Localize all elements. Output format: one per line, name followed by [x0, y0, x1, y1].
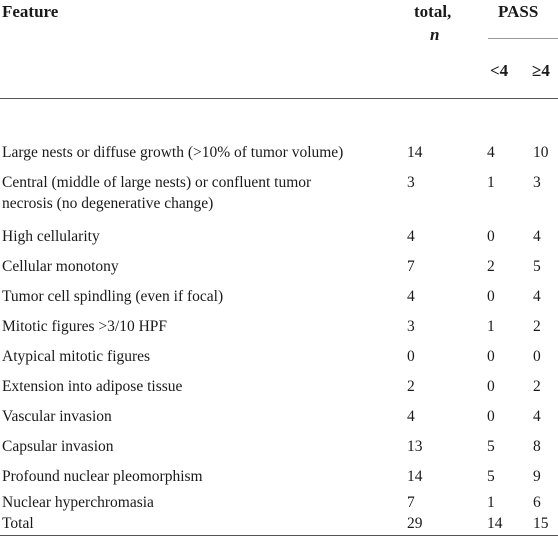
row-total: 4	[407, 288, 415, 305]
row-lt4: 0	[487, 348, 495, 365]
row-lt4: 1	[487, 174, 495, 191]
row-total: 29	[407, 515, 423, 532]
row-ge4: 5	[533, 258, 541, 275]
row-lt4: 5	[487, 438, 495, 455]
row-total-label: Total	[2, 515, 34, 532]
row-lt4: 2	[487, 258, 495, 275]
row-lt4: 1	[487, 494, 495, 511]
row-lt4: 0	[487, 228, 495, 245]
row-feature: Extension into adipose tissue	[2, 378, 183, 395]
row-lt4: 5	[487, 468, 495, 485]
row-total: 3	[407, 174, 415, 191]
row-feature: Profound nuclear pleomorphism	[2, 468, 203, 485]
row-lt4: 0	[487, 408, 495, 425]
header-ge4: ≥4	[532, 61, 550, 80]
row-total: 4	[407, 228, 415, 245]
row-total: 7	[407, 258, 415, 275]
row-ge4: 15	[533, 515, 549, 532]
header-pass: PASS	[498, 2, 539, 21]
header-feature: Feature	[2, 2, 59, 21]
row-lt4: 4	[487, 144, 495, 161]
row-ge4: 3	[533, 174, 541, 191]
row-feature: Large nests or diffuse growth (>10% of tumor volume)	[2, 144, 344, 161]
row-feature: Mitotic figures >3/10 HPF	[2, 318, 168, 335]
row-ge4: 4	[533, 228, 541, 245]
header-subrule	[488, 38, 558, 39]
header-rule	[0, 98, 558, 99]
row-feature: Vascular invasion	[2, 408, 112, 425]
row-ge4: 4	[533, 288, 541, 305]
row-lt4: 0	[487, 288, 495, 305]
header-total: total,	[414, 2, 452, 21]
header-lt4: <4	[490, 61, 509, 80]
row-total: 14	[407, 468, 423, 485]
row-ge4: 6	[533, 494, 541, 511]
row-ge4: 4	[533, 408, 541, 425]
row-feature: Central (middle of large nests) or confluent tumor	[2, 174, 312, 191]
row-feature-line2: necrosis (no degenerative change)	[2, 195, 214, 212]
row-total: 2	[407, 378, 415, 395]
row-feature: Tumor cell spindling (even if focal)	[2, 288, 224, 305]
header-total-n: n	[430, 25, 440, 44]
row-ge4: 2	[533, 378, 541, 395]
row-ge4: 2	[533, 318, 541, 335]
row-feature: Capsular invasion	[2, 438, 114, 455]
row-ge4: 10	[533, 144, 549, 161]
row-feature: Nuclear hyperchromasia	[2, 494, 154, 511]
row-ge4: 0	[533, 348, 541, 365]
row-feature: Cellular monotony	[2, 258, 119, 275]
row-ge4: 9	[533, 468, 541, 485]
row-total: 13	[407, 438, 423, 455]
row-feature: High cellularity	[2, 228, 100, 245]
row-lt4: 0	[487, 378, 495, 395]
row-total: 3	[407, 318, 415, 335]
row-feature: Atypical mitotic figures	[2, 348, 151, 365]
row-total: 14	[407, 144, 423, 161]
row-total: 0	[407, 348, 415, 365]
row-lt4: 14	[487, 515, 503, 532]
row-total: 4	[407, 408, 415, 425]
row-lt4: 1	[487, 318, 495, 335]
row-total: 7	[407, 494, 415, 511]
row-ge4: 8	[533, 438, 541, 455]
